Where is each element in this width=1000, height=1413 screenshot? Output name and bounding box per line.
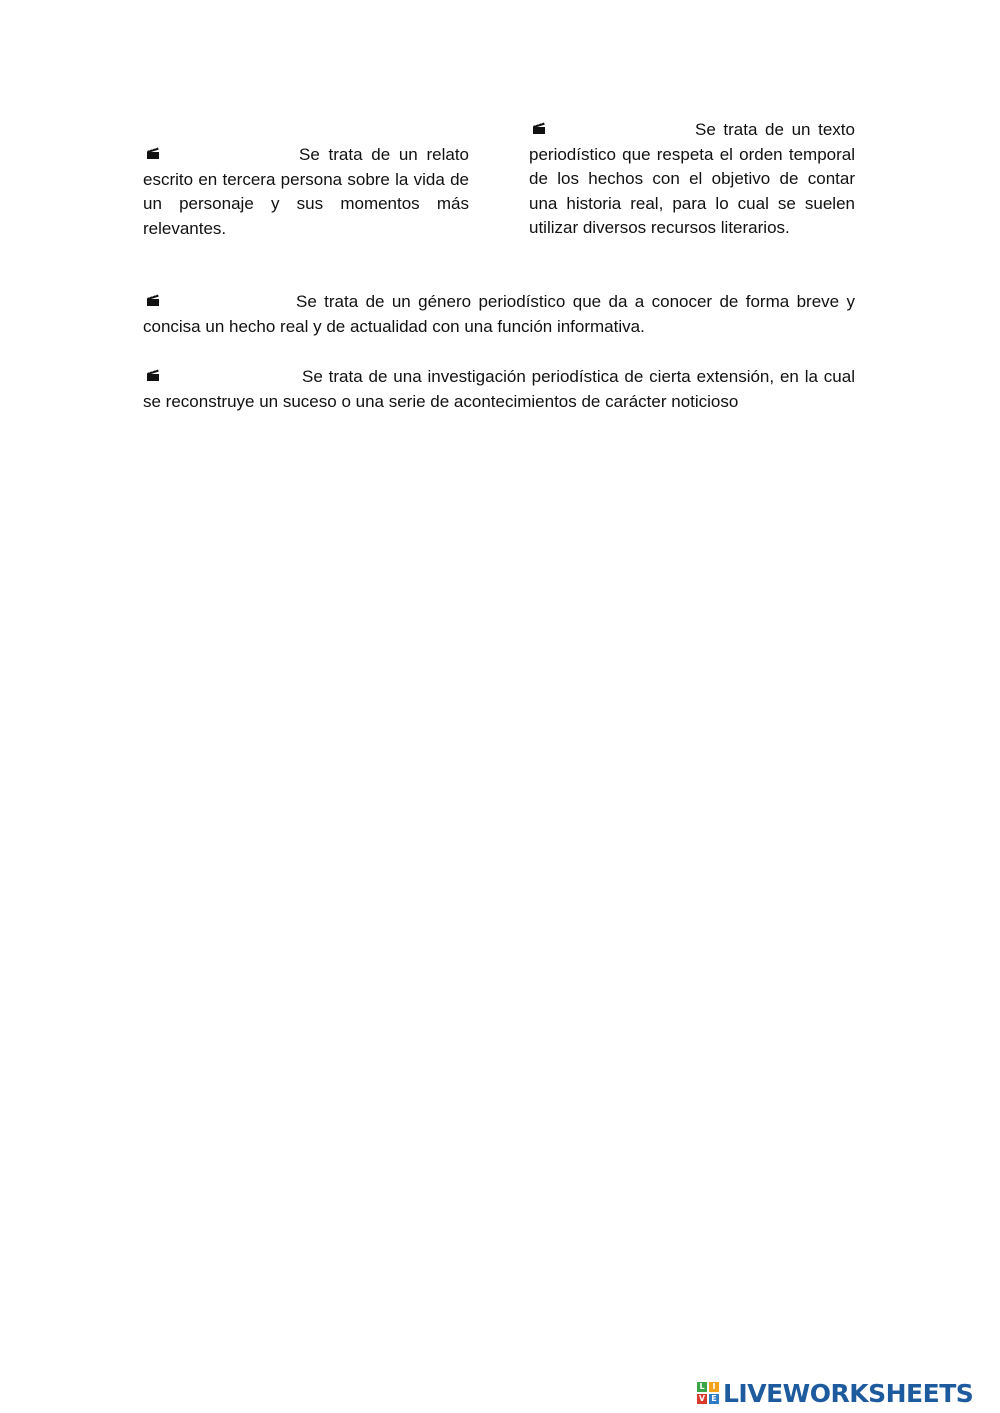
definition-text: Se trata de un relato escrito en tercera persona sobre la vida de un personaje y sus momentos más relevantes. (143, 145, 469, 238)
logo-mark-icon (697, 1382, 719, 1404)
definition-paragraph (143, 143, 469, 241)
definition-paragraph (529, 118, 855, 241)
definition-chronicle (529, 118, 855, 241)
logo-letter: I (709, 1382, 719, 1392)
logo-letter: V (698, 1394, 706, 1403)
logo-letter: E (709, 1394, 719, 1404)
definition-news (143, 290, 855, 339)
definition-paragraph (143, 290, 855, 339)
definition-biography (143, 143, 469, 241)
logo-letter: L (697, 1382, 707, 1392)
definition-text: Se trata de un género periodístico que da a conocer de forma breve y concisa un hecho real y de actualidad con una función informativa. (143, 292, 855, 336)
definition-report (143, 365, 855, 414)
definition-paragraph (143, 365, 855, 414)
definition-text: Se trata de una investigación periodística de cierta extensión, en la cual se reconstruye un suceso o una serie de acontecimientos de carácter noticioso (143, 367, 855, 411)
logo-text: LIVEWORKSHEETS (723, 1378, 974, 1408)
definition-text: Se trata de un texto periodístico que respeta el orden temporal de los hechos con el objetivo de contar una historia real, para lo cual se suelen utilizar diversos recursos literarios. (529, 120, 855, 237)
clapperboard-icon (146, 369, 160, 381)
clapperboard-icon (532, 122, 546, 134)
clapperboard-icon (146, 147, 160, 159)
liveworksheets-logo (697, 1378, 992, 1408)
clapperboard-icon (146, 294, 160, 306)
